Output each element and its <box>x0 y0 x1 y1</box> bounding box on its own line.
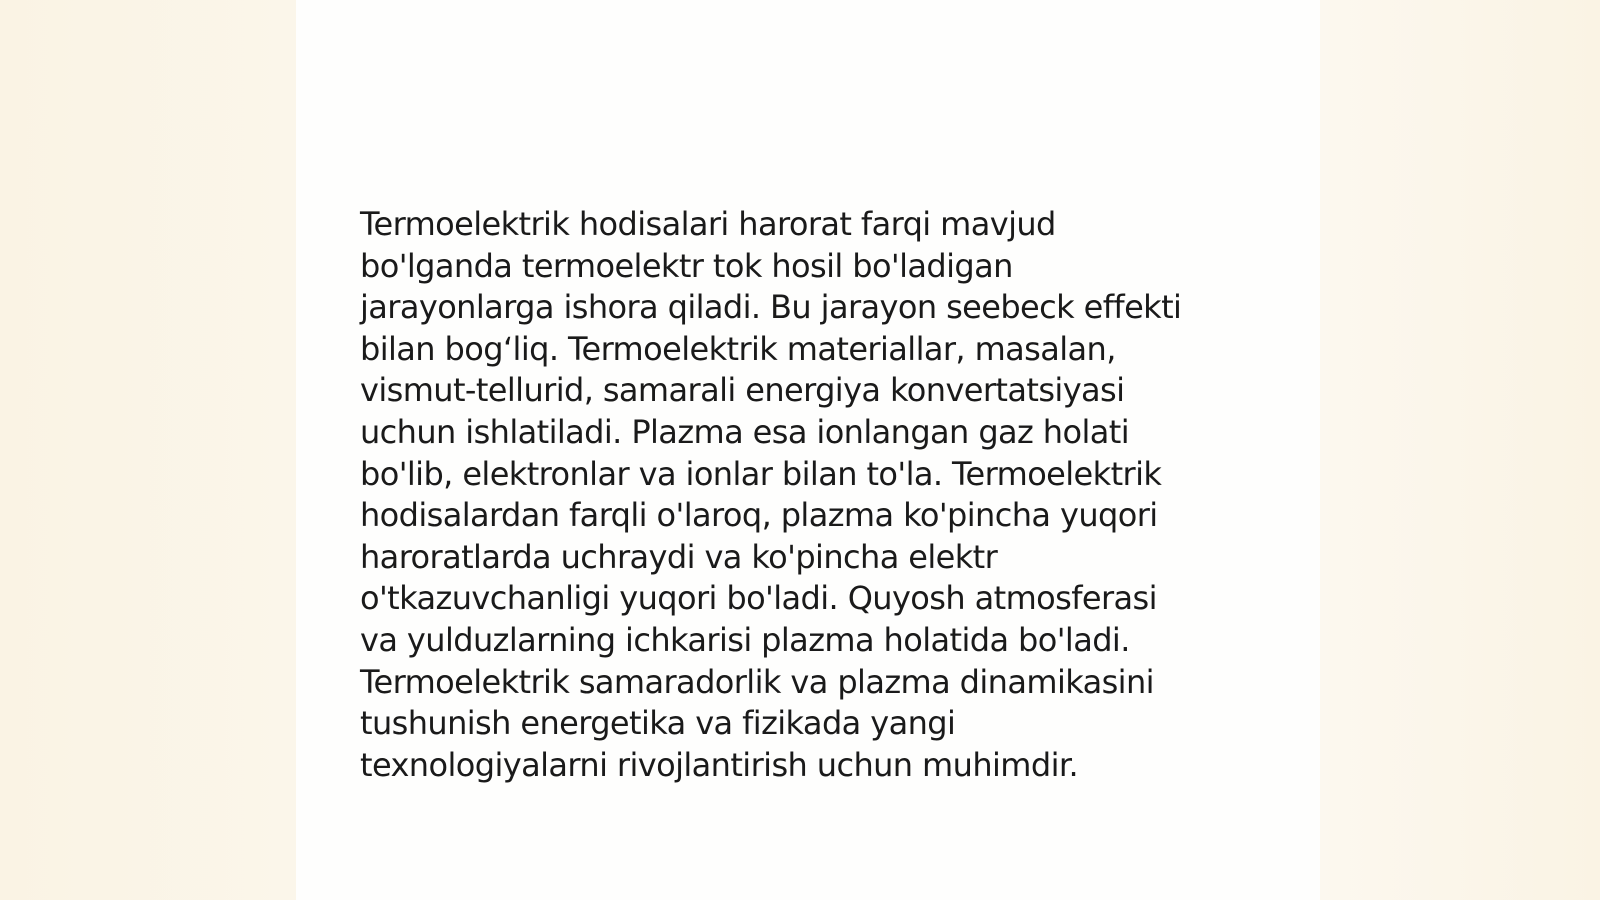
slide-canvas <box>296 0 1320 900</box>
body-text-line: haroratlarda uchraydi va ko'pincha elektr <box>360 537 998 576</box>
body-text-line: o'tkazuvchanligi yuqori bo'ladi. Quyosh atmosferasi <box>360 579 1157 618</box>
body-text-line: bilan bog‘liq. Termoelektrik materiallar, masalan, <box>360 329 1116 368</box>
body-text-line: tushunish energetika va fizikada yangi <box>360 704 956 743</box>
body-text-line: hodisalardan farqli o'laroq, plazma ko'pincha yuqori <box>360 496 1158 535</box>
body-text-line: Termoelektrik hodisalari harorat farqi mavjud <box>360 205 1056 243</box>
body-text-line: texnologiyalarni rivojlantirish uchun muhimdir. <box>360 745 1079 784</box>
body-text-line: bo'lganda termoelektr tok hosil bo'ladigan <box>360 246 1013 285</box>
body-text-line: vismut-tellurid, samarali energiya konvertatsiyasi <box>360 371 1125 410</box>
body-text-line: va yulduzlarning ichkarisi plazma holatida bo'ladi. <box>360 620 1130 659</box>
left-background-panel <box>0 0 296 900</box>
slide-body-text <box>360 204 1240 786</box>
body-text-line: jarayonlarga ishora qiladi. Bu jarayon seebeck effekti <box>360 288 1182 327</box>
body-text-line: Termoelektrik samaradorlik va plazma dinamikasini <box>360 662 1154 701</box>
right-background-panel <box>1320 0 1600 900</box>
body-text-line: bo'lib, elektronlar va ionlar bilan to'la. Termoelektrik <box>360 454 1162 493</box>
body-text-line: uchun ishlatiladi. Plazma esa ionlangan gaz holati <box>360 412 1130 451</box>
